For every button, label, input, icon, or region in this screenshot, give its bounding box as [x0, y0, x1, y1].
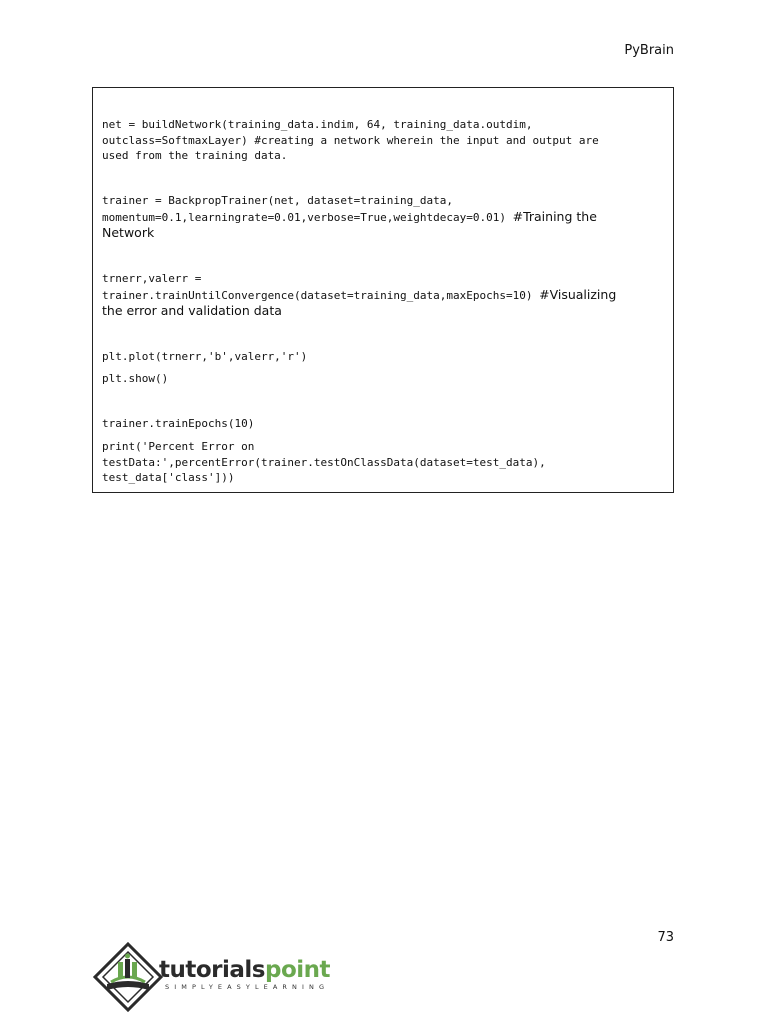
code-block-show — [102, 371, 662, 387]
tutorialspoint-logo — [93, 942, 333, 1012]
code-line: trainer.trainEpochs(10) — [102, 417, 255, 430]
code-block-train-epochs — [102, 416, 662, 432]
code-block-train-until-convergence — [102, 271, 662, 319]
code-line: test_data['class'])) — [102, 471, 235, 485]
code-line: outclass=SoftmaxLayer) #creating a network wherein the input and output are — [102, 133, 599, 147]
page-number: 73 — [657, 930, 674, 945]
logo-wordmark — [159, 957, 330, 983]
code-line: testData:',percentError(trainer.testOnClassData(dataset=test_data), — [102, 455, 546, 469]
code-text: trainer.trainUntilConvergence(dataset=training_data,maxEpochs=10) — [102, 288, 540, 302]
code-comment: #Training the — [512, 208, 597, 224]
code-block-build-network — [102, 117, 662, 164]
code-line: net = buildNetwork(training_data.indim, 64, training_data.outdim, — [102, 118, 533, 131]
logo-word-tutorials: tutorials — [159, 957, 265, 983]
header-title: PyBrain — [624, 43, 674, 58]
code-comment-continued: Network — [102, 225, 155, 241]
code-line — [102, 287, 662, 304]
logo-word-point: point — [265, 957, 331, 983]
code-line: print('Percent Error on — [102, 440, 255, 453]
code-comment-continued: the error and validation data — [102, 303, 282, 319]
code-line: used from the training data. — [102, 149, 288, 163]
code-line: plt.show() — [102, 372, 169, 385]
tutorialspoint-logo-icon — [93, 942, 163, 1012]
code-line — [102, 209, 662, 226]
code-line: trainer = BackpropTrainer(net, dataset=training_data, — [102, 194, 453, 207]
code-block-plot — [102, 349, 662, 365]
code-line: trnerr,valerr = — [102, 272, 202, 285]
code-comment: #Visualizing — [539, 286, 617, 302]
code-block-trainer — [102, 193, 662, 241]
code-box — [92, 87, 674, 493]
logo-tagline: SIMPLYEASYLEARNING — [165, 983, 330, 991]
code-block-print — [102, 439, 662, 486]
code-line: plt.plot(trnerr,'b',valerr,'r') — [102, 350, 308, 363]
code-text: momentum=0.1,learningrate=0.01,verbose=True,weightdecay=0.01) — [102, 210, 513, 224]
